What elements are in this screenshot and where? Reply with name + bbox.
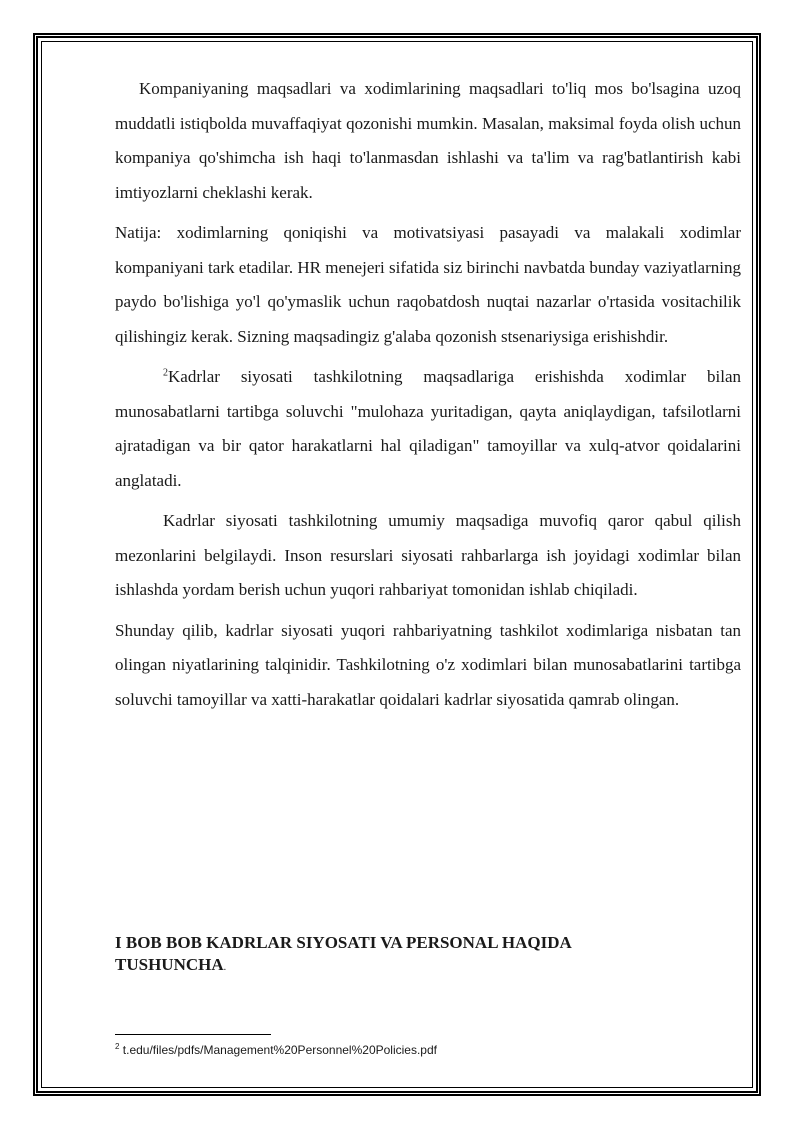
chapter-heading-period: . <box>223 962 227 973</box>
chapter-heading <box>115 932 675 979</box>
footnote <box>115 1040 437 1057</box>
paragraph-5: Shunday qilib, kadrlar siyosati yuqori rahbariyatning tashkilot xodimlariga nisbatan tan olingan niyatlarining talqinidir. Tashkilotning o'z xodimlari bilan munosabatlarini tartibga soluvchi tamoyillar va xatti-harakatlar qoidalari kadrlar siyosatida qamrab olingan. <box>115 620 741 709</box>
footnote-reference[interactable]: 2 <box>163 367 168 379</box>
chapter-heading-text: I BOB BOB KADRLAR SIYOSATI VA PERSONAL HAQIDA TUSHUNCHA <box>115 933 571 974</box>
footnote-link[interactable]: t.edu/files/pdfs/Management%20Personnel%20Policies.pdf <box>119 1043 437 1057</box>
paragraph-3-text: Kadrlar siyosati tashkilotning maqsadlariga erishishda xodimlar bilan munosabatlarni tartibga soluvchi "mulohaza yuritadigan, qayta aniqlaydigan, tafsilotlarni ajratadigan va bir qator harakatlarni hal qiladigan" tamoyillar va xulq-atvor qoidalarini anglatadi. <box>115 367 741 490</box>
paragraph-1: Kompaniyaning maqsadlari va xodimlarining maqsadlari to'liq mos bo'lsagina uzoq muddatli istiqbolda muvaffaqiyat qozonishi mumkin. Masalan, maksimal foyda olish uchun kompaniya qo'shimcha ish haqi to'lanmasdan ishlashi va ta'lim va rag'batlantirish kabi imtiyozlarni cheklashi kerak. <box>115 79 741 202</box>
paragraph-3 <box>115 360 741 498</box>
paragraph-4: Kadrlar siyosati tashkilotning umumiy maqsadiga muvofiq qaror qabul qilish mezonlarini belgilaydi. Inson resurslari siyosati rahbarlarga ish joyidagi xodimlar bilan ishlashda yordam berish uchun yuqori rahbariyat tomonidan ishlab chiqiladi. <box>115 511 741 599</box>
paragraph-2: Natija: xodimlarning qoniqishi va motivatsiyasi pasayadi va malakali xodimlar kompaniyani tark etadilar. HR menejeri sifatida siz birinchi navbatda bunday vaziyatlarning paydo bo'lishiga yo'l qo'ymaslik uchun raqobatdosh nuqtai nazarlar o'rtasida vositachilik qilishingiz kerak. Sizning maqsadingiz g'alaba qozonish stsenariysiga erishishdir. <box>115 223 741 346</box>
footnote-number: 2 <box>115 1042 120 1051</box>
body-text <box>115 72 741 723</box>
footnote-separator <box>115 1034 271 1035</box>
